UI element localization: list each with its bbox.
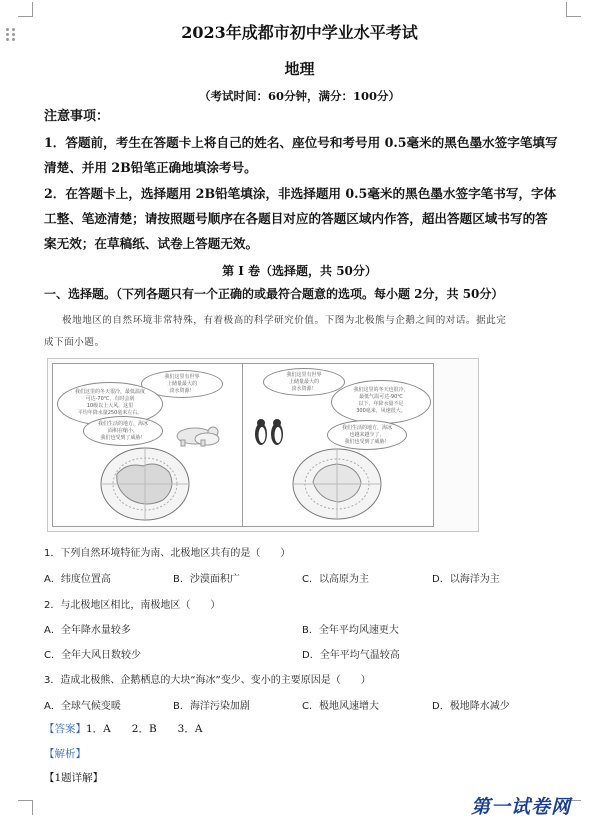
bubble-line: 也越来越少了， bbox=[349, 432, 385, 438]
exam-title: 2023年成都市初中学业水平考试 bbox=[181, 23, 418, 42]
answer-values: 1．A 2．B 3．A bbox=[86, 723, 203, 735]
polar-bear-icon bbox=[171, 422, 231, 448]
question-1-option-b[interactable]: B．沙漠面积广 bbox=[173, 574, 240, 585]
antarctic-panel bbox=[242, 363, 434, 527]
page-corner-mark-bottom-left bbox=[18, 800, 33, 815]
subject-title: 地理 bbox=[284, 60, 315, 78]
page-corner-mark-top-right bbox=[566, 2, 581, 17]
note-line-4: 工整、笔迹清楚；请按照题号顺序在各题目对应的答题区域内作答，超出答题区域书写的答 bbox=[44, 211, 548, 226]
question-3-option-b[interactable]: B．海洋污染加剧 bbox=[173, 701, 250, 712]
speech-bubble-top bbox=[263, 368, 345, 396]
bubble-line: 我们也受到了威胁！ bbox=[344, 439, 390, 445]
answer-label: 【答案】 bbox=[44, 723, 86, 735]
question-1-analysis-heading: 【1题详解】 bbox=[44, 772, 104, 784]
intro-line-1: 极地地区的自然环境非常特殊，有着极高的科学研究价值。下图为北极熊与企鹅之间的对话。据此完 bbox=[62, 315, 507, 326]
question-3-option-a[interactable]: A．全球气候变暖 bbox=[44, 701, 121, 712]
question-2-option-a[interactable]: A．全年降水量较多 bbox=[44, 625, 131, 636]
question-3-option-d[interactable]: D．极地降水减少 bbox=[432, 701, 510, 712]
question-2-option-d[interactable]: D．全年平均气温较高 bbox=[302, 650, 400, 661]
analysis-label: 【解析】 bbox=[44, 748, 86, 760]
bubble-line: 最低气温可达-90℃ bbox=[359, 394, 403, 400]
section-heading: 一、选择题。（下列各题只有一个正确的或最符合题意的选项。每小题 2分，共 50分） bbox=[44, 287, 504, 301]
question-1-option-a[interactable]: A．纬度位置高 bbox=[44, 574, 111, 585]
site-logo: 第一试卷网 bbox=[470, 796, 571, 818]
page-corner-mark-top-left bbox=[18, 2, 33, 17]
question-2-stem: 2．与北极地区相比，南极地区（ ） bbox=[44, 600, 221, 611]
bubble-line: 以下，年降水量不足 bbox=[358, 401, 404, 407]
bubble-line: 我们这里有世界 bbox=[286, 372, 322, 378]
notes-heading: 注意事项： bbox=[44, 109, 110, 124]
bubble-line: 我们这里的冬天也很冷， bbox=[353, 387, 409, 393]
speech-bubble-sea-ice bbox=[83, 416, 163, 446]
question-3-option-c[interactable]: C．极地风速增大 bbox=[302, 701, 379, 712]
bubble-line: 淡水资源！ bbox=[169, 388, 195, 394]
note-line-3: 2．在答题卡上，选择题用 2B铅笔填涂，非选择题用 0.5毫米的黑色墨水签字笔书写，字体 bbox=[44, 186, 557, 201]
question-1-option-d[interactable]: D．以海洋为主 bbox=[432, 574, 500, 585]
question-1-stem: 1．下列自然环境特征为南、北极地区共有的是（ ） bbox=[44, 548, 291, 559]
note-line-1: 1．答题前，考生在答题卡上将自己的姓名、座位号和考号用 0.5毫米的黑色墨水签字笔填写 bbox=[44, 135, 558, 150]
bubble-line: 我们这里的冬天很冷，最低温度 bbox=[74, 389, 145, 395]
part-title: 第 I 卷（选择题，共 50分） bbox=[222, 264, 377, 278]
penguin-icon bbox=[251, 416, 291, 448]
note-line-2: 清楚、并用 2B铅笔正确地填涂考号。 bbox=[44, 160, 257, 175]
bubble-line: 300毫米，风速很大。 bbox=[356, 408, 406, 414]
bubble-line: 可达-70℃，有时会刮 bbox=[85, 396, 135, 402]
answer-row bbox=[44, 721, 202, 736]
question-2-option-c[interactable]: C．全年大风日数较少 bbox=[44, 650, 141, 661]
antarctic-map bbox=[289, 446, 385, 522]
exam-info: （考试时间：60分钟，满分：100分） bbox=[198, 89, 400, 103]
bubble-line: 10级以上大风，这里 bbox=[86, 403, 134, 409]
bubble-line: 淡水资源！ bbox=[291, 386, 317, 392]
bubble-line: 我们生活的地方，海冰 bbox=[97, 421, 148, 427]
question-1-option-c[interactable]: C．以高原为主 bbox=[302, 574, 369, 585]
arctic-map bbox=[97, 444, 193, 522]
bubble-line: 我们这里有世界 bbox=[164, 374, 200, 380]
speech-bubble-climate bbox=[331, 380, 431, 424]
bubble-line: 上储量最大的 bbox=[288, 379, 319, 385]
bubble-line: 我们也受到了威胁！ bbox=[100, 435, 146, 441]
bubble-line: 我们生活的地方，海冰 bbox=[341, 425, 392, 431]
bubble-line: 面积在缩小， bbox=[107, 428, 138, 434]
question-2-option-b[interactable]: B．全年平均风速更大 bbox=[302, 625, 399, 636]
bubble-line: 上储量最大的 bbox=[166, 381, 197, 387]
note-line-5: 案无效；在草稿纸、试卷上答题无效。 bbox=[44, 236, 259, 251]
question-3-stem: 3．造成北极熊、企鹅栖息的大块“海冰”变少、变小的主要原因是（ ） bbox=[44, 675, 371, 686]
bubble-line: 平均年降水量250毫米左右。 bbox=[77, 410, 143, 416]
polar-dialogue-figure bbox=[47, 358, 479, 532]
arctic-panel bbox=[52, 363, 244, 527]
intro-line-2: 成下面小题。 bbox=[44, 337, 105, 348]
